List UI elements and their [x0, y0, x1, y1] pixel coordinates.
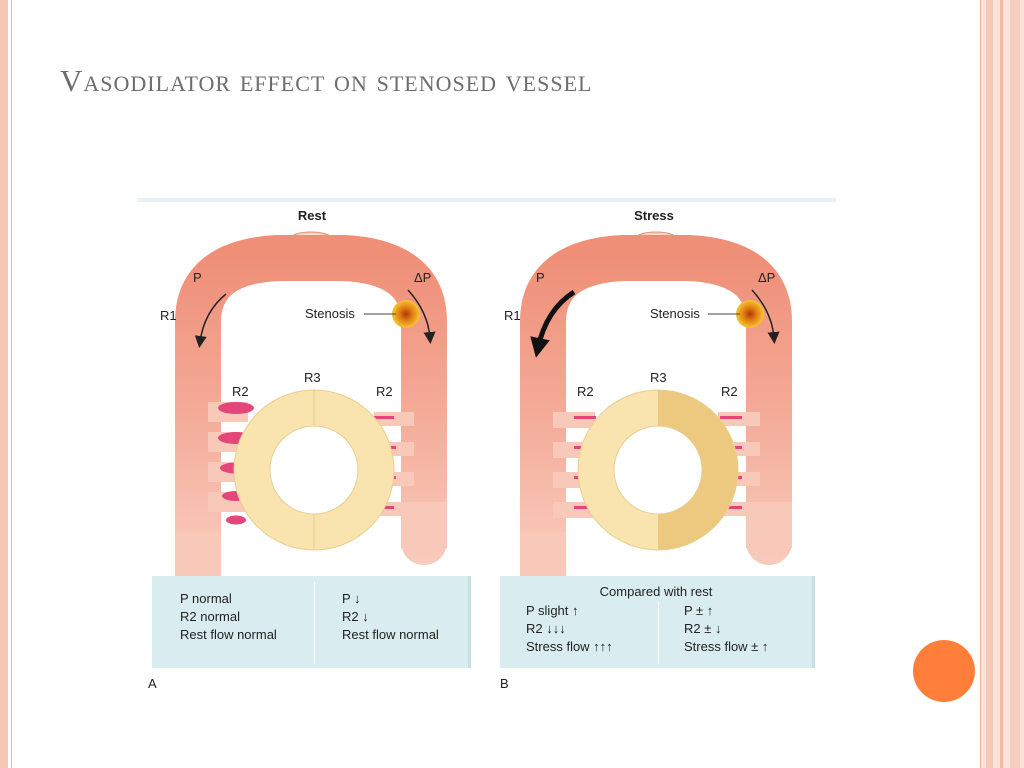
rest-box-right-line: Rest flow normal: [342, 627, 439, 642]
stress-box-header: Compared with rest: [599, 584, 713, 599]
stress-stenosis-marker: [736, 300, 764, 328]
stress-box-divider: [658, 602, 659, 664]
rest-box-left-line: P normal: [180, 591, 232, 606]
rest-label-r2-right: R2: [376, 384, 393, 399]
stress-box-left-line: Stress flow ↑↑↑: [526, 639, 613, 654]
rest-corner-mark: A: [148, 676, 157, 690]
slide-frame-left-line: [11, 0, 12, 768]
rest-label-delta-p: ΔP: [414, 270, 432, 285]
rest-box-right-line: P ↓: [342, 591, 361, 606]
rest-box-left-line: R2 normal: [180, 609, 240, 624]
slide-frame-right: [980, 0, 1024, 768]
rest-label-r3: R3: [304, 370, 321, 385]
slide-title: Vasodilator effect on stenosed vessel: [60, 63, 593, 98]
rest-box-left-column: [180, 590, 277, 644]
rest-box-right-column: [342, 590, 439, 644]
rest-info-box: [152, 576, 471, 668]
rest-stenosis-marker: [392, 300, 420, 328]
rest-box-divider: [314, 582, 315, 664]
stress-label-r3: R3: [650, 370, 667, 385]
stress-label-delta-p: ΔP: [758, 270, 776, 285]
stress-label-r2-right: R2: [721, 384, 738, 399]
stress-box-left-line: R2 ↓↓↓: [526, 621, 566, 636]
rest-box-left-line: Rest flow normal: [180, 627, 277, 642]
stress-label-r1: R1: [504, 308, 521, 323]
stress-label-r2-left: R2: [577, 384, 594, 399]
stress-box-right-column: [684, 602, 768, 656]
decorative-orange-circle: [913, 640, 975, 702]
rest-label-r2-left: R2: [232, 384, 249, 399]
stress-label-stenosis: Stenosis: [650, 306, 700, 321]
slide-frame-left: [0, 0, 8, 768]
rest-label-r1: R1: [160, 308, 177, 323]
rest-label-stenosis: Stenosis: [305, 306, 355, 321]
stress-box-right-line: Stress flow ± ↑: [684, 639, 769, 654]
vasodilator-figure: [138, 198, 836, 690]
stress-corner-mark: B: [500, 676, 509, 690]
stress-info-box: [500, 576, 815, 668]
stress-box-right-line: P ± ↑: [684, 603, 714, 618]
rest-label-p: P: [193, 270, 202, 285]
rest-box-right-line: R2 ↓: [342, 609, 369, 624]
stress-label-p: P: [536, 270, 545, 285]
stress-box-left-column: [526, 602, 613, 656]
rest-heading: Rest: [297, 208, 327, 223]
stress-box-left-line: P slight ↑: [526, 603, 579, 618]
stress-heading: Stress: [634, 208, 674, 223]
stress-box-right-line: R2 ± ↓: [684, 621, 722, 636]
